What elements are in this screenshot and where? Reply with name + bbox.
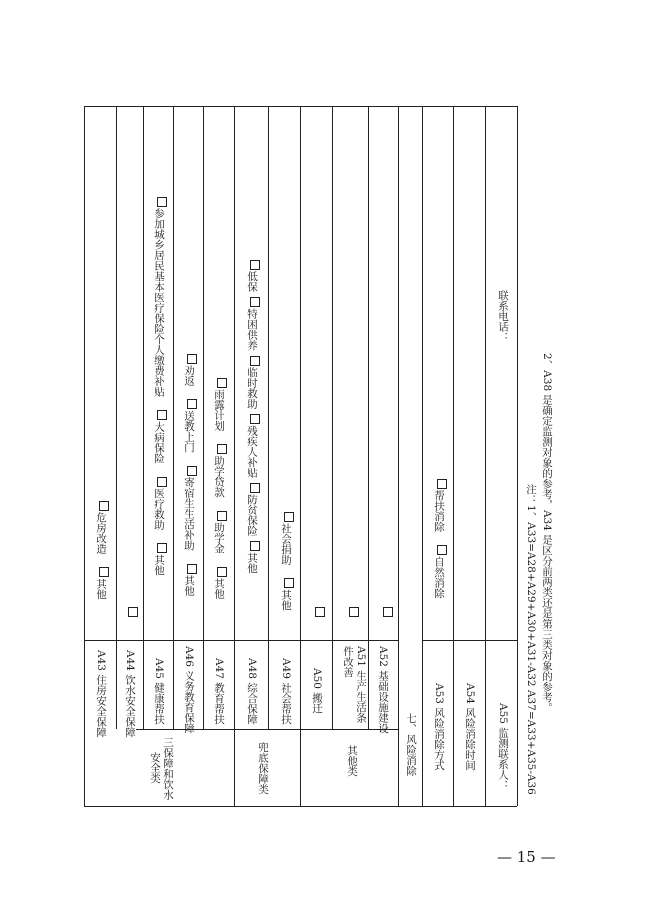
table-bottom-border [84, 806, 517, 807]
option-label: 危房改造 [95, 512, 107, 554]
checkbox[interactable] [217, 511, 227, 521]
option-label: 寄宿生生活补助 [183, 476, 195, 551]
divider-a46-a47 [203, 106, 204, 729]
item-a55-contact: A55 监测联系人： [497, 703, 509, 791]
checkbox[interactable] [187, 354, 197, 364]
option-label: 助学贷款 [213, 455, 225, 498]
checkbox[interactable] [250, 414, 260, 424]
options-a46 [182, 352, 197, 596]
option-label: 大病保险 [153, 421, 165, 464]
checkbox[interactable] [284, 578, 294, 588]
checkbox[interactable] [157, 197, 167, 207]
option-label: 劝返 [183, 365, 195, 386]
row-divider-label-options [84, 640, 398, 641]
category-label-others: 其他类 [346, 745, 358, 777]
option-label: 参加城乡居民基本医疗保险个人缴费补贴 [153, 208, 165, 397]
checkbox[interactable] [187, 564, 197, 574]
options-a50 [310, 605, 325, 618]
checkbox[interactable] [187, 466, 197, 476]
checkbox[interactable] [349, 607, 359, 617]
item-a45-health: A45 健康帮扶 [153, 658, 165, 725]
contact-phone-label: 联系电话： [497, 290, 509, 343]
options-a44 [123, 605, 138, 618]
item-a50-relocation: A50 搬迁 [311, 668, 323, 714]
item-a48-comprehensive: A48 综合保障 [246, 658, 258, 725]
options-a52 [378, 605, 393, 618]
item-a43-housing: A43 住房安全保障 [95, 650, 107, 738]
checkbox[interactable] [217, 444, 227, 454]
option-label: 其他 [153, 554, 165, 576]
options-a47 [212, 376, 227, 599]
checkbox[interactable] [128, 607, 138, 617]
checkbox[interactable] [99, 567, 109, 577]
item-a47-education-aid: A47 教育帮扶 [213, 658, 225, 725]
option-label: 残疾人补贴 [246, 425, 258, 478]
checkbox[interactable] [250, 483, 260, 493]
divider-a53-a54 [453, 106, 454, 806]
option-label: 其他 [280, 589, 292, 611]
checkbox[interactable] [187, 399, 197, 409]
checkbox[interactable] [250, 356, 260, 366]
option-label: 临时救助 [246, 366, 258, 409]
item-a52-infrastructure: A52 基础设施建设 [377, 646, 389, 734]
option-label: 防贫保险 [246, 493, 258, 536]
item-a49-social-aid: A49 社会帮扶 [280, 658, 292, 725]
note-line-1: 注：1、A33=A28+A29+A30+A31-A32 A37=A33+A35-A36 [525, 484, 537, 795]
row-divider-section7 [422, 640, 517, 641]
option-label: 其他 [183, 574, 195, 596]
option-label: 其他 [95, 578, 107, 600]
checkbox[interactable] [250, 297, 260, 307]
category-label-basic-safeguard: 兜底保障类 [257, 741, 269, 795]
item-a51-living-conditions: A51 生产生活条件改善 [342, 646, 367, 723]
checkbox[interactable] [250, 541, 260, 551]
option-label: 低保 [246, 271, 258, 292]
divider-section7-a53 [422, 106, 423, 806]
option-label: 雨露计划 [213, 389, 225, 431]
options-a43 [94, 499, 109, 599]
category-label-three-guarantees: 三保障和饮水安全类 [149, 736, 174, 800]
divider-a51-a52 [368, 106, 369, 729]
option-label: 社会捐助 [280, 523, 292, 565]
option-label: 医疗救助 [153, 487, 165, 530]
options-a51 [344, 605, 359, 618]
checkbox[interactable] [157, 543, 167, 553]
checkbox[interactable] [250, 260, 260, 270]
option-label: 助学金 [213, 521, 225, 554]
options-a53 [432, 477, 447, 598]
divider-a48-a49 [268, 106, 269, 729]
note-line-2: 2、A38 是确定监测对象的参考，A34 是区分前两类还是第三类对象的参考。 [541, 353, 553, 713]
options-a45 [152, 195, 167, 575]
table-right-border [517, 106, 518, 806]
checkbox[interactable] [383, 607, 393, 617]
checkbox[interactable] [157, 410, 167, 420]
item-a54-time: A54 风险消除时间 [464, 683, 476, 771]
divider-a50-a51 [332, 106, 333, 729]
item-a53-method: A53 风险消除方式 [433, 683, 445, 771]
page-number: — 15 — [497, 848, 556, 866]
checkbox[interactable] [437, 545, 447, 555]
item-a44-water: A44 饮水安全保障 [124, 650, 136, 738]
section-7-risk-elimination: 七、风险消除 [405, 713, 417, 776]
checkbox[interactable] [284, 512, 294, 522]
checkbox[interactable] [217, 567, 227, 577]
divider-a45-a46 [173, 106, 174, 729]
checkbox[interactable] [437, 479, 447, 489]
divider-group1-group2 [234, 106, 235, 806]
row-divider-category-label [136, 729, 398, 730]
checkbox[interactable] [99, 501, 109, 511]
checkbox[interactable] [315, 607, 325, 617]
divider-group2-group3 [300, 106, 301, 806]
option-label: 送教上门 [183, 410, 195, 453]
option-label: 其他 [213, 577, 225, 599]
divider-a54-a55 [485, 106, 486, 806]
divider-a43-a44 [116, 106, 117, 729]
divider-a44-a45 [143, 106, 144, 729]
table-left-border [84, 106, 85, 806]
option-label: 其他 [246, 552, 258, 574]
option-label: 帮扶消除 [433, 490, 445, 532]
item-a46-education: A46 义务教育保障 [183, 646, 195, 734]
checkbox[interactable] [157, 477, 167, 487]
divider-group3-section7 [398, 106, 399, 806]
checkbox[interactable] [217, 378, 227, 388]
options-a48 [245, 258, 260, 573]
option-label: 自然消除 [433, 556, 445, 599]
option-label: 特困供养 [246, 308, 258, 351]
options-a49 [279, 510, 294, 610]
